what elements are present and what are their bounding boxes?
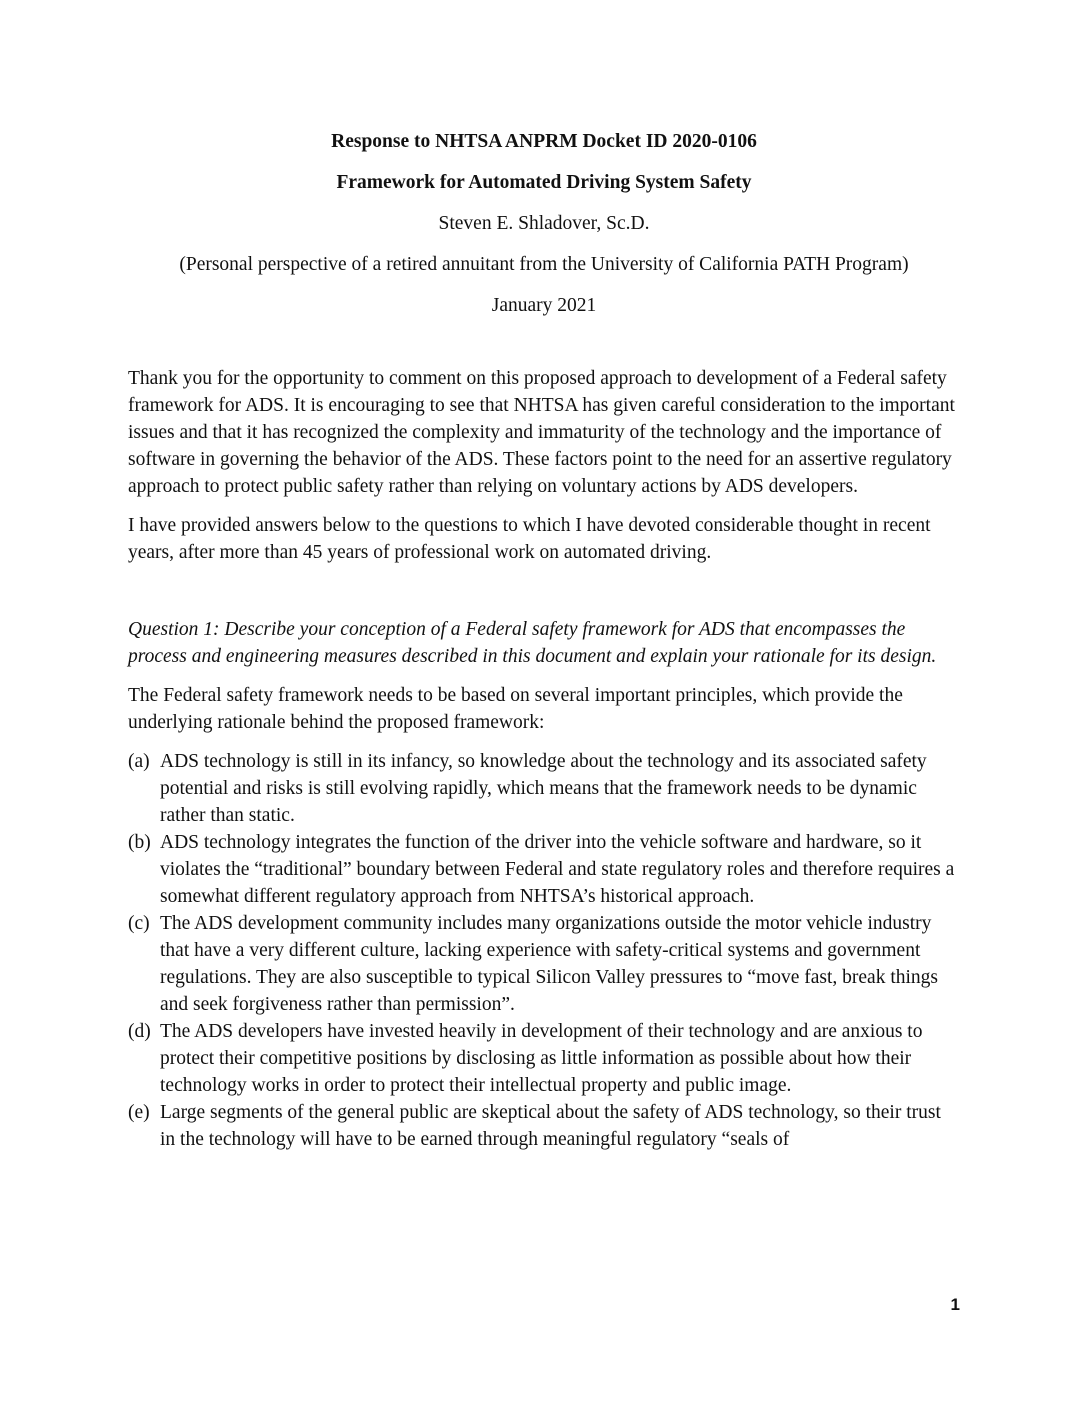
list-item-text: The ADS development community includes many organizations outside the motor vehicle industry that have a very different culture, lacking experience with safety-critical systems and government regulations. They are also susceptible to typical Silicon Valley pressures to “move fast, break things and seek forgiveness rather than permission”. [160,913,939,1015]
list-item-text: The ADS developers have invested heavily in development of their technology and are anxious to protect their competitive positions by disclosing as little information as possible about how their technology works in order to protect their intellectual property and public image. [160,1021,923,1096]
page-content [128,128,960,1153]
list-item-text: Large segments of the general public are skeptical about the safety of ADS technology, so their trust in the technology will have to be earned through meaningful regulatory “seals of [160,1102,941,1150]
question-1-answer-intro: The Federal safety framework needs to be based on several important principles, which provide the underlying rationale behind the proposed framework: [128,685,903,733]
document-subtitle: Framework for Automated Driving System Safety [336,172,752,193]
header-spacer [128,319,960,365]
author-name: Steven E. Shladover, Sc.D. [438,213,650,234]
list-item [128,910,960,1018]
question-1-prompt: Question 1: Describe your conception of a Federal safety framework for ADS that encompasses the process and engineering measures described in this document and explain your rationale for its design. [128,619,937,667]
list-marker: (c) [128,913,150,934]
page-number: 1 [950,1295,960,1314]
principles-list [128,748,960,1153]
list-item-text: ADS technology integrates the function of the driver into the vehicle software and hardware, so it violates the “traditional” boundary between Federal and state regulatory roles and therefore requires a somewhat different regulatory approach from NHTSA’s historical approach. [160,832,955,907]
list-item [128,1018,960,1099]
list-item [128,748,960,829]
list-marker: (b) [128,832,151,853]
intro-paragraph-1: Thank you for the opportunity to comment on this proposed approach to development of a Federal safety framework for ADS. It is encouraging to see that NHTSA has given careful consideration to the important issues and that it has recognized the complexity and immaturity of the technology and the importance of software in governing the behavior of the ADS. These factors point to the need for an assertive regulatory approach to protect public safety rather than relying on voluntary actions by ADS developers. [128,368,955,497]
document-date: January 2021 [491,295,597,316]
list-item-text: ADS technology is still in its infancy, so knowledge about the technology and its associated safety potential and risks is still evolving rapidly, which means that the framework needs to be dynamic rather than static. [160,751,927,826]
list-marker: (a) [128,751,150,772]
list-marker: (d) [128,1021,151,1042]
section-spacer [128,578,960,616]
author-affiliation: (Personal perspective of a retired annuitant from the University of California PATH Program) [179,254,909,275]
intro-paragraph-2: I have provided answers below to the questions to which I have devoted considerable thought in recent years, after more than 45 years of professional work on automated driving. [128,515,931,563]
list-marker: (e) [128,1102,150,1123]
list-item [128,1099,960,1153]
list-item [128,829,960,910]
document-title: Response to NHTSA ANPRM Docket ID 2020-0106 [331,131,757,152]
